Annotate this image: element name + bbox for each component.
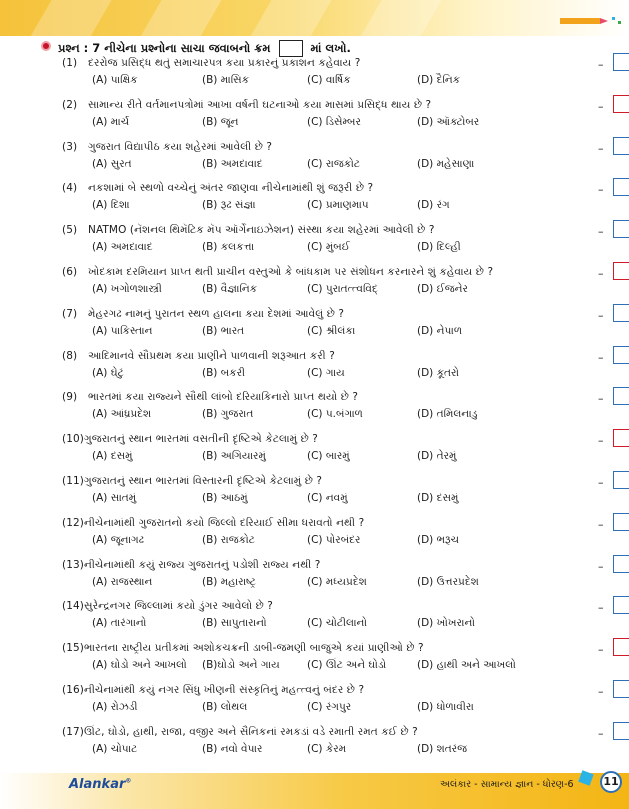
option-c: (C) પ્રમાણમાપ <box>307 199 369 212</box>
option-c: (C) શ્રીલંકા <box>307 324 356 337</box>
option-d: (D) દિલ્હી <box>417 241 461 254</box>
option-b: (B) અમદાવાદ <box>202 157 263 170</box>
question-item <box>62 516 602 548</box>
question-item <box>62 599 602 631</box>
options-row <box>62 576 602 590</box>
option-b: (B) આઠમું <box>202 492 248 504</box>
question-number: (11) <box>62 475 84 487</box>
question-text: સામાન્ય રીતે વર્તમાનપત્રોમાં આખા વર્ષની ઘટનાઓ કયા માસમાં પ્રસિદ્ધ થાય છે ? <box>88 98 432 111</box>
option-a: (A) જૂનાગઢ <box>92 533 144 546</box>
question-number: (5) <box>62 224 78 237</box>
option-d: (D) રંગ <box>417 199 450 212</box>
question-item <box>62 641 602 673</box>
option-b: (B) જૂન <box>202 115 239 128</box>
question-text: NATMO (નૅશનલ થિમૅટિક મૅપ ઑર્ગેનાઇઝેશન) સંસ્થા કયા શહેરમાં આવેલી છે ? <box>88 224 435 237</box>
options-row <box>62 367 602 381</box>
option-d: (D) હાથી અને આખલો <box>417 659 516 672</box>
option-c: (C) મુંબઈ <box>307 241 350 254</box>
logo-mark: ® <box>125 777 132 785</box>
option-b: (B) લોથલ <box>202 701 248 713</box>
question-item <box>62 683 602 715</box>
answer-box[interactable] <box>613 596 629 614</box>
question-number: (1) <box>62 57 78 69</box>
option-c: (C) ચોટીલાનો <box>307 617 367 630</box>
question-stem <box>62 432 602 446</box>
option-d: (D) ખોખરાનો <box>417 617 475 630</box>
answer-dash: – <box>598 267 604 280</box>
question-stem <box>62 56 602 70</box>
option-d: (D) દૈનિક <box>417 74 461 86</box>
answer-dash: – <box>598 392 604 406</box>
option-a: (A) માર્ચ <box>92 115 130 128</box>
option-a: (A) દસમું <box>92 450 133 463</box>
option-a: (A) પાક્ષિક <box>92 74 138 86</box>
question-stem <box>62 641 602 655</box>
option-d: (D) ઑક્ટોબર <box>417 115 480 128</box>
options-row <box>62 199 602 213</box>
question-stem <box>62 140 602 154</box>
answer-box[interactable] <box>613 722 629 740</box>
question-text: ઊંટ, ઘોડો, હાથી, રાજા, વજીર અને સૈનિકનાં રમકડાં વડે રમાતી રમત કઈ છે ? <box>84 725 418 738</box>
options-row <box>62 450 602 464</box>
answer-box[interactable] <box>613 95 629 113</box>
answer-box[interactable] <box>613 137 629 155</box>
question-stem <box>62 599 602 613</box>
option-d: (D) તમિલનાડુ <box>417 408 478 421</box>
question-text: નીચેનામાંથી કયું નગર સિંધુ ખીણની સંસ્કૃતિનું મહત્ત્વનું બંદર છે ? <box>84 684 365 696</box>
answer-dash: – <box>598 476 604 489</box>
option-c: (C) ડિસેમ્બર <box>307 115 361 128</box>
option-a: (A) રાજસ્થાન <box>92 575 153 588</box>
question-stem <box>62 516 602 530</box>
options-row <box>62 743 602 757</box>
answer-box[interactable] <box>613 680 629 698</box>
option-b: (B) બકરી <box>202 366 246 379</box>
question-stem <box>62 223 602 237</box>
option-c: (C) રંગપુર <box>307 701 352 713</box>
option-d: (D) ઈજનેર <box>417 283 468 295</box>
question-item <box>62 265 602 297</box>
question-number: (9) <box>62 391 78 404</box>
answer-dash: – <box>598 58 604 71</box>
option-d: (D) નેપાળ <box>417 324 463 337</box>
question-stem <box>62 725 602 739</box>
answer-box[interactable] <box>613 387 629 405</box>
answer-box[interactable] <box>613 220 629 238</box>
option-d: (D) દસમું <box>417 492 459 504</box>
question-item <box>62 307 602 339</box>
options-row <box>62 492 602 506</box>
option-c: (C) મધ્યપ્રદેશ <box>307 575 367 588</box>
option-a: (A) ઘેટું <box>92 366 124 379</box>
option-b: (B) ભારત <box>202 324 245 337</box>
answer-box[interactable] <box>613 178 629 196</box>
publisher-logo <box>69 777 131 792</box>
question-stem <box>62 307 602 321</box>
question-text: દરરોજ પ્રસિદ્ધ થતું સમાચારપત્ર કયા પ્રકારનું પ્રકાશન કહેવાય ? <box>88 57 361 69</box>
question-stem <box>62 349 602 363</box>
question-text: નકશામાં બે સ્થળો વચ્ચેનું અંતર જાણવા નીચેનામાંથી શું જરૂરી છે ? <box>88 182 374 195</box>
option-a: (A) દિશા <box>92 199 130 212</box>
question-stem <box>62 265 602 279</box>
answer-dash: – <box>598 183 604 197</box>
question-number: (14) <box>62 600 84 613</box>
option-a: (A) આંધ્રપ્રદેશ <box>92 408 152 421</box>
option-b: (B) નવો વેપાર <box>202 742 263 755</box>
option-b: (B) અગિયારમું <box>202 450 266 463</box>
question-stem <box>62 474 602 488</box>
option-b: (B) મહારાષ્ટ્ર <box>202 575 256 588</box>
question-item <box>62 558 602 590</box>
question-text: ભારતના રાષ્ટ્રીય પ્રતીકમાં અશોકચક્રની ડાબી-જમણી બાજુએ કયાં પ્રાણીઓ છે ? <box>84 642 424 655</box>
answer-dash: – <box>598 434 604 448</box>
option-c: (C) ગાય <box>307 366 345 379</box>
question-item <box>62 98 602 130</box>
question-text: મેહરગઢ નામનું પુરાતન સ્થળ હાલના કયા દેશમાં આવેલું છે ? <box>88 307 345 320</box>
answer-box[interactable] <box>613 53 629 71</box>
answer-dash: – <box>598 601 604 615</box>
answer-box[interactable] <box>613 304 629 322</box>
options-row <box>62 617 602 631</box>
option-b: (B) રૂઢ સંજ્ઞા <box>202 199 256 212</box>
question-number: (7) <box>62 307 78 320</box>
question-stem <box>62 390 602 404</box>
answer-box[interactable] <box>613 513 629 531</box>
options-row <box>62 408 602 422</box>
question-number: (8) <box>62 349 78 362</box>
option-b: (B) કલકત્તા <box>202 241 255 254</box>
question-item <box>62 432 602 464</box>
answer-box[interactable] <box>613 471 629 489</box>
option-c: (C) પ.બંગાળ <box>307 408 363 421</box>
option-d: (D) ધોળાવીરા <box>417 701 474 713</box>
option-d: (D) ભરૂચ <box>417 533 460 546</box>
answer-dash: – <box>598 141 604 155</box>
question-text: ખોદકામ દરમિયાન પ્રાપ્ત થતી પ્રાચીન વસ્તુઓ કે બાંધકામ પર સંશોધન કરનારને શું કહેવાય છે ? <box>88 266 494 278</box>
question-item <box>62 474 602 506</box>
answer-box[interactable] <box>613 262 629 280</box>
option-a: (A) પાકિસ્તાન <box>92 324 153 337</box>
option-c: (C) પોરબંદર <box>307 533 361 546</box>
answer-dash: – <box>598 308 604 322</box>
question-number: (6) <box>62 266 78 278</box>
question-stem <box>62 98 602 112</box>
option-b: (B)ઘોડો અને ગાય <box>202 659 280 672</box>
answer-dash: – <box>598 726 604 740</box>
question-text: આદિમાનવે સૌપ્રથમ કયા પ્રાણીને પાળવાની શરૂઆત કરી ? <box>88 349 335 362</box>
section-heading <box>44 40 351 57</box>
question-item <box>62 390 602 422</box>
question-item <box>62 349 602 381</box>
option-c: (C) રાજકોટ <box>307 157 360 170</box>
answer-dash: – <box>598 350 604 364</box>
option-d: (D) કૂતરો <box>417 366 460 379</box>
answer-placeholder-box <box>279 40 303 57</box>
options-row <box>62 74 602 88</box>
top-banner-stripes <box>0 0 629 36</box>
options-row <box>62 325 602 339</box>
options-row <box>62 158 602 172</box>
options-row <box>62 241 602 255</box>
answer-dash: – <box>598 685 604 698</box>
option-d: (D) ઉત્તરપ્રદેશ <box>417 575 479 588</box>
footer-title: અલંકાર - સામાન્ય જ્ઞાન - ધોરણ-6 <box>440 779 574 790</box>
answer-dash: – <box>598 643 604 657</box>
question-stem <box>62 181 602 195</box>
answer-box[interactable] <box>613 429 629 447</box>
question-stem <box>62 683 602 697</box>
logo-text: Alankar <box>69 777 126 792</box>
question-text: ગુજરાતનું સ્થાન ભારતમાં વિસ્તારની દૃષ્ટિએ કેટલામું છે ? <box>84 475 323 487</box>
options-row <box>62 659 602 673</box>
question-number: (16) <box>62 684 84 696</box>
question-text: ગુજરાત વિદ્યાપીઠ કયા શહેરમાં આવેલી છે ? <box>88 140 273 153</box>
answer-dash: – <box>598 559 604 573</box>
option-d: (D) શતરંજ <box>417 742 468 755</box>
question-text: ભારતમાં કયા રાજ્યને સૌથી લાંબો દરિયાકિનારો પ્રાપ્ત થયો છે ? <box>88 391 359 404</box>
question-number: (12) <box>62 516 84 529</box>
options-row <box>62 116 602 130</box>
question-number: (2) <box>62 98 78 111</box>
question-item <box>62 140 602 172</box>
question-item <box>62 181 602 213</box>
pencil-icon <box>560 16 624 26</box>
option-b: (B) વૈજ્ઞાનિક <box>202 283 258 295</box>
options-row <box>62 534 602 548</box>
answer-box[interactable] <box>613 346 629 364</box>
question-item <box>62 223 602 255</box>
question-item <box>62 725 602 757</box>
option-c: (C) બારમું <box>307 450 350 463</box>
question-number: (13) <box>62 558 84 571</box>
answer-box[interactable] <box>613 555 629 573</box>
section-heading-suffix: માં લખો. <box>310 41 351 55</box>
page-number: 11 <box>600 771 622 793</box>
question-text: નીચેનામાંથી કયું રાજ્ય ગુજરાતનું પડોશી રાજ્ય નથી ? <box>84 558 321 571</box>
section-heading-label: પ્રશ્ન : 7 નીચેના પ્રશ્નોના સાચા જવાબનો ક્રમ <box>58 41 271 55</box>
answer-dash: – <box>598 225 604 239</box>
option-b: (B) ગુજરાત <box>202 408 254 421</box>
option-a: (A) સાતમું <box>92 492 137 504</box>
option-c: (C) વાર્ષિક <box>307 74 351 86</box>
question-number: (17) <box>62 725 84 738</box>
option-c: (C) નવમું <box>307 492 348 504</box>
answer-dash: – <box>598 517 604 531</box>
option-c: (C) પુરાતત્ત્વવિદ્ <box>307 283 378 295</box>
question-stem <box>62 558 602 572</box>
answer-box[interactable] <box>613 638 629 656</box>
option-a: (A) ચોપાટ <box>92 742 138 755</box>
option-d: (D) મહેસાણા <box>417 157 475 170</box>
option-a: (A) તારંગાનો <box>92 617 147 630</box>
question-number: (3) <box>62 140 78 153</box>
question-number: (10) <box>62 433 84 446</box>
option-a: (A) સુરત <box>92 157 132 170</box>
option-c: (C) ઊંટ અને ઘોડો <box>307 659 387 672</box>
question-text: નીચેનામાંથી ગુજરાતનો કયો જિલ્લો દરિયાઈ સીમા ધરાવતો નથી ? <box>84 516 365 529</box>
question-text: સુરેન્દ્રનગર જિલ્લામાં કયો ડુંગર આવેલો છે ? <box>84 600 273 613</box>
question-number: (4) <box>62 182 78 195</box>
option-a: (A) ખગોળશાસ્ત્રી <box>92 283 162 295</box>
option-c: (C) કેરમ <box>307 742 347 755</box>
question-number: (15) <box>62 642 84 655</box>
option-a: (A) અમદાવાદ <box>92 241 153 254</box>
option-d: (D) તેરમું <box>417 450 457 463</box>
option-b: (B) રાજકોટ <box>202 533 255 546</box>
option-b: (B) સાપુતારાનો <box>202 617 267 630</box>
answer-dash: – <box>598 99 604 113</box>
options-row <box>62 701 602 715</box>
question-item <box>62 56 602 88</box>
question-text: ગુજરાતનું સ્થાન ભારતમાં વસતીની દૃષ્ટિએ કેટલામું છે ? <box>84 433 318 446</box>
option-b: (B) માસિક <box>202 74 250 86</box>
option-a: (A) રોઝડી <box>92 701 138 713</box>
options-row <box>62 283 602 297</box>
option-a: (A) ઘોડો અને આખલો <box>92 659 187 672</box>
